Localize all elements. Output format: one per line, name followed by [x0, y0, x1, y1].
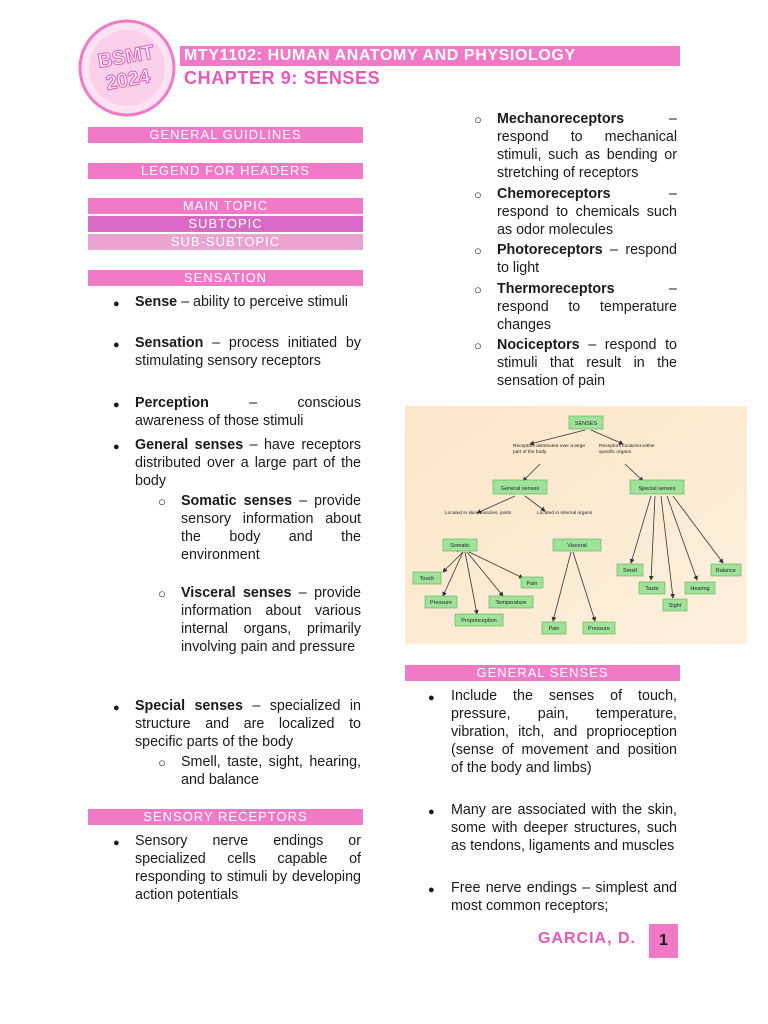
sensory-receptors-item: Sensory nerve endings or specialized cells capable of responding to stimuli by developing action potentials — [135, 833, 361, 903]
circle-bullet-icon — [158, 585, 166, 603]
circle-bullet-icon — [474, 281, 482, 299]
sensation-header: SENSATION — [88, 270, 363, 286]
circle-bullet-icon — [474, 337, 482, 355]
sensory-receptors-header: SENSORY RECEPTORS — [88, 809, 363, 825]
bullet-icon — [113, 698, 120, 718]
note-left: Receptors distributed over a large part of the body — [513, 444, 585, 455]
circle-bullet-icon — [158, 754, 166, 772]
author-name: GARCIA, D. — [538, 930, 636, 947]
sensation-item: Sensation – process initiated by stimulating sensory receptors — [135, 335, 361, 369]
bullet-icon — [113, 833, 120, 853]
label-special: Special senses — [638, 486, 676, 492]
bullet-icon — [428, 802, 435, 822]
label-sight: Sight — [668, 603, 682, 609]
perception-item: Perception – conscious awareness of those stimuli — [135, 395, 361, 429]
label-touch: Touch — [419, 576, 435, 582]
bullet-icon — [113, 395, 120, 415]
bsmt-logo — [74, 18, 180, 118]
legend-main-topic: MAIN TOPIC — [88, 198, 363, 214]
thermoreceptors-item: Thermoreceptors – respond to temperature changes — [497, 281, 677, 333]
chapter-title: CHAPTER 9: SENSES — [184, 68, 381, 88]
bullet-icon — [428, 880, 435, 900]
label-visceral: Visceral — [567, 543, 587, 549]
bullet-icon — [428, 688, 435, 708]
legend-sub-subtopic: SUB-SUBTOPIC — [88, 234, 363, 250]
circle-bullet-icon — [474, 111, 482, 129]
somatic-senses-item: Somatic senses – provide sensory information about the body and the environment — [181, 493, 361, 563]
page-number: 1 — [649, 924, 678, 958]
nociceptors-item: Nociceptors – respond to stimuli that result in the sensation of pain — [497, 337, 677, 389]
general-senses-item-2: Many are associated with the skin, some with deeper structures, such as tendons, ligaments and muscles — [451, 802, 677, 854]
note-organs: Located in internal organs — [537, 511, 593, 516]
label-visceral-pain: Pain — [548, 626, 560, 632]
special-senses-item: Special senses – specialized in structure and are localized to specific parts of the body — [135, 698, 361, 750]
label-general: General senses — [500, 486, 540, 492]
bullet-icon — [113, 335, 120, 355]
visceral-senses-item: Visceral senses – provide information about various internal organs, primarily involving pain and pressure — [181, 585, 361, 655]
mechanoreceptors-item: Mechanoreceptors – respond to mechanical stimuli, such as bending or stretching of receptors — [497, 111, 677, 181]
course-title: MTY1102: HUMAN ANATOMY AND PHYSIOLOGY — [184, 47, 576, 64]
bullet-icon — [113, 294, 120, 314]
label-temperature: Temperature — [495, 600, 527, 606]
label-proprioception: Proprioception — [461, 618, 497, 624]
label-somatic: Somatic — [450, 543, 470, 549]
bullet-icon — [113, 437, 120, 457]
general-guidelines-header: GENERAL GUIDLINES — [88, 127, 363, 143]
circle-bullet-icon — [474, 242, 482, 260]
label-smell: Smell — [623, 568, 637, 574]
label-pressure: Pressure — [429, 600, 453, 606]
special-senses-list: Smell, taste, sight, hearing, and balance — [181, 754, 361, 788]
label-hearing: Hearing — [690, 586, 710, 592]
senses-diagram — [405, 406, 747, 644]
legend-subtopic: SUBTOPIC — [88, 216, 363, 232]
note-skin: Located in skin, muscles, joints — [445, 511, 512, 516]
general-senses-item: General senses – have receptors distributed over a large part of the body — [135, 437, 361, 489]
general-senses-item-3: Free nerve endings – simplest and most common receptors; — [451, 880, 677, 914]
circle-bullet-icon — [158, 493, 166, 511]
label-balance: Balance — [716, 568, 736, 574]
sense-item: Sense – ability to perceive stimuli — [135, 294, 348, 310]
label-taste: Taste — [645, 586, 659, 592]
circle-bullet-icon — [474, 186, 482, 204]
photoreceptors-item: Photoreceptors – respond to light — [497, 242, 677, 276]
label-senses: SENSES — [574, 421, 598, 427]
note-right: Receptors localized within specific organs — [599, 444, 655, 455]
legend-header: LEGEND FOR HEADERS — [88, 163, 363, 179]
logo-text-top: BSMT — [96, 41, 156, 73]
general-senses-header: GENERAL SENSES — [405, 665, 680, 681]
label-visceral-pressure: Pressure — [587, 626, 611, 632]
chemoreceptors-item: Chemoreceptors – respond to chemicals such as odor molecules — [497, 186, 677, 238]
logo-text-bottom: 2024 — [104, 65, 152, 95]
general-senses-item-1: Include the senses of touch, pressure, pain, temperature, vibration, itch, and proprioception (sense of movement and position of the body and limbs) — [451, 688, 677, 776]
label-pain: Pain — [526, 581, 538, 587]
